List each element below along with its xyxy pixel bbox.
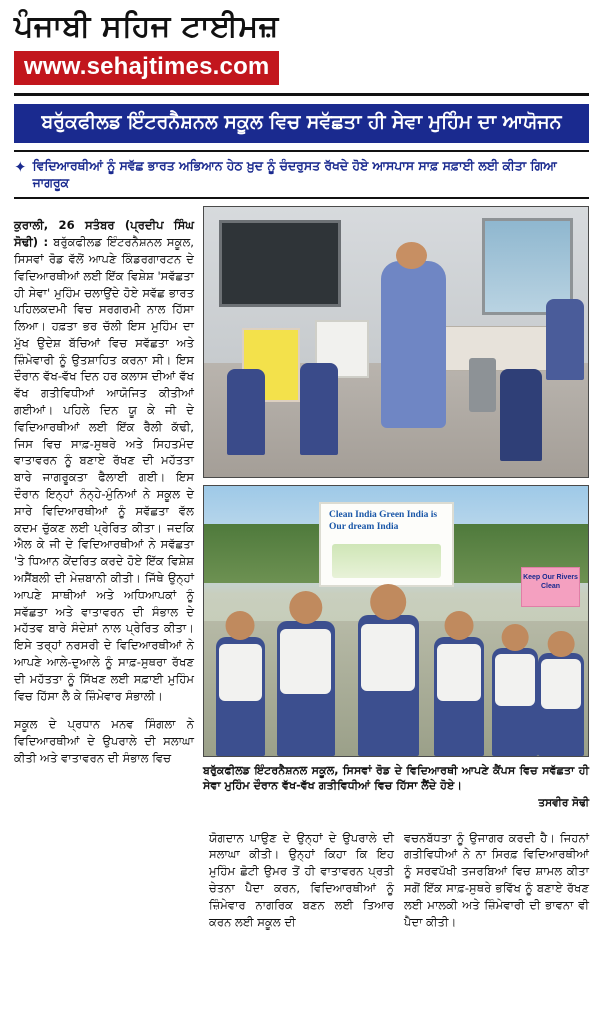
headline-divider — [14, 150, 589, 152]
student-figure — [227, 369, 265, 455]
dateline: ਕੁਰਾਲੀ, 26 ਸਤੰਬਰ (ਪ੍ਰਦੀਪ ਸਿੰਘ ਸੋਢੀ) : — [14, 218, 194, 250]
projector-screen — [219, 220, 340, 307]
student-figure — [300, 363, 338, 455]
swachhata-rally-photo — [203, 485, 589, 757]
student-head — [502, 624, 529, 651]
teacher-figure — [381, 261, 446, 428]
article-paragraph-2: ਸਕੂਲ ਦੇ ਪ੍ਰਧਾਨ ਮਨਵ ਸਿੰਗਲਾ ਨੇ ਵਿਦਿਆਰਥੀਆਂ ਦੇ ਉਪਰਾਲੇ ਦੀ ਸਲਾਘਾ ਕੀਤੀ ਅਤੇ ਵਾਤਾਵਰਨ ਦੀ ਸੰਭਾਲ ਵਿਚ — [14, 717, 194, 765]
student-uniform — [495, 654, 536, 706]
kicker — [14, 158, 589, 191]
headline: ਬਰੁੱਕਫੀਲਡ ਇੰਟਰਨੈਸ਼ਨਲ ਸਕੂਲ ਵਿਚ ਸਵੱਛਤਾ ਹੀ ਸੇਵਾ ਮੁਹਿੰਮ ਦਾ ਆਯੋਜਨ — [41, 110, 562, 133]
student-uniform — [541, 659, 582, 708]
poster-illustration — [332, 544, 442, 578]
rally-placard-text: Keep Our Rivers Clean — [523, 574, 578, 591]
student-figure — [216, 637, 266, 756]
rally-placard — [521, 567, 581, 607]
rally-poster-text: Clean India Green India is Our dream India — [329, 510, 438, 533]
newspaper-title: ਪੰਜਾਬੀ ਸਹਿਜ ਟਾਈਮਜ਼ — [14, 9, 279, 44]
continuation-text-3: ਵਚਨਬੱਧਤਾ ਨੂੰ ਉਜਾਗਰ ਕਰਦੀ ਹੈ। ਜਿਹਨਾਂ ਗਤੀਵਿਧੀਆਂ ਨੇ ਨਾ ਸਿਰਫ਼ ਵਿਦਿਆਰਥੀਆਂ ਨੂੰ ਸਰਵਪੱਖੀ ਤਜਰਬਿਆਂ ਵਿਚ ਸ਼ਾਮਲ ਕੀਤਾ ਸਗੋਂ ਇੱਕ ਸਾਫ਼-ਸੁਥਰੇ ਭਵਿੱਖ ਨੂੰ ਬਣਾਏ ਰੱਖਣ ਲਈ ਮਾਲਕੀ ਅਤੇ ਜ਼ਿੰਮੇਵਾਰੀ ਦੀ ਭਾਵਨਾ ਵੀ ਪੈਦਾ ਕੀਤੀ। — [404, 830, 589, 929]
student-figure — [538, 653, 584, 756]
continuation-text-2: ਯੋਗਦਾਨ ਪਾਉਣ ਦੇ ਉਨ੍ਹਾਂ ਦੇ ਉਪਰਾਲੇ ਦੀ ਸਲਾਘਾ ਕੀਤੀ। ਉਨ੍ਹਾਂ ਕਿਹਾ ਕਿ ਇਹ ਮੁਹਿੰਮ ਛੋਟੀ ਉਮਰ ਤੋਂ ਹੀ ਵਾਤਾਵਰਨ ਪ੍ਰਤੀ ਚੇਤਨਾ ਪੈਦਾ ਕਰਨ, ਵਿਦਿਆਰਥੀਆਂ ਨੂੰ ਜ਼ਿੰਮੇਵਾਰ ਨਾਗਰਿਕ ਬਣਨ ਲਈ ਤਿਆਰ ਕਰਨ ਲਈ ਸਕੂਲ ਦੀ — [209, 830, 394, 929]
star-icon: ✦ — [14, 159, 27, 177]
student-uniform — [361, 624, 415, 691]
student-uniform — [280, 629, 331, 694]
teacher-head — [396, 242, 427, 269]
kicker-text: ਵਿਦਿਆਰਥੀਆਂ ਨੂੰ ਸਵੱਛ ਭਾਰਤ ਅਭਿਆਨ ਹੇਠ ਖ਼ੁਦ ਨੂੰ ਚੰਦਰੁਸਤ ਰੱਖਦੇ ਹੋਏ ਆਸਪਾਸ ਸਾਫ਼ ਸਫ਼ਾਈ ਲਈ ਕੀਤਾ ਗਿਆ ਜਾਗਰੂਕ — [32, 158, 557, 190]
continuation-column-2 — [209, 818, 394, 942]
classroom-assembly-photo — [203, 206, 589, 478]
photo-credit: ਤਸਵੀਰ ਸੋਢੀ — [538, 797, 589, 810]
student-figure — [492, 648, 538, 756]
continuation-column-1 — [14, 818, 199, 942]
rally-poster — [319, 502, 454, 587]
student-uniform — [437, 644, 481, 701]
lead-text: ਬਰੁੱਕਫੀਲਡ ਇੰਟਰਨੈਸ਼ਨਲ ਸਕੂਲ, ਸਿਸਵਾਂ ਰੋਡ ਵੱਲੋਂ ਆਪਣੇ ਕਿੰਡਰਗਾਰਟਨ ਦੇ ਵਿਦਿਆਰਥੀਆਂ ਲਈ ਇੱਕ ਵਿਸ਼ੇਸ਼ 'ਸਵੱਛਤਾ ਹੀ ਸੇਵਾ' ਮੁਹਿੰਮ ਚਲਾਉਂਦੇ ਹੋਏ ਸਵੱਛ ਭਾਰਤ ਪਹਿਲਕਦਮੀ ਵਿਚ ਸਰਗਰਮੀ ਨਾਲ ਹਿੱਸਾ ਲਿਆ। ਹਫ਼ਤਾ ਭਰ ਚੱਲੀ ਇਸ ਮੁਹਿੰਮ ਦਾ ਮੁੱਖ ਉਦੇਸ਼ ਬੱਚਿਆਂ ਵਿਚ ਸਵੱਛਤਾ ਅਤੇ ਜ਼ਿੰਮੇਵਾਰੀ ਨੂੰ ਉਤਸ਼ਾਹਿਤ ਕਰਨਾ ਸੀ। ਇਸ ਦੌਰਾਨ ਵੱਖ-ਵੱਖ ਦਿਨ ਹਰ ਕਲਾਸ ਦੀਆਂ ਵੱਖ ਵੱਖ ਗਤੀਵਿਧੀਆਂ ਆਯੋਜਿਤ ਕੀਤੀਆਂ ਗਈਆਂ। ਪਹਿਲੇ ਦਿਨ ਯੂ ਕੇ ਜੀ ਦੇ ਵਿਦਿਆਰਥੀਆਂ ਲਈ ਇੱਕ ਰੈਲੀ ਕੱਢੀ, ਜਿਸ ਵਿਚ ਸਾਫ਼-ਸੁਥਰੇ ਅਤੇ ਸਿਹਤਮੰਦ ਵਾਤਾਵਰਨ ਨੂੰ ਬਣਾਏ ਰੱਖਣ ਦੀ ਮਹੱਤਤਾ ਬਾਰੇ ਜਾਗਰੂਕਤਾ ਫੈਲਾਈ ਗਈ। ਇਸ ਦੌਰਾਨ ਇਨ੍ਹਾਂ ਨੰਨ੍ਹੇ-ਮੁੰਨਿਆਂ ਨੇ ਸਕੂਲ ਦੇ ਸਾਰੇ ਵਿਦਿਆਰਥੀਆਂ ਨੂੰ ਸਵੱਛਤਾ ਵੱਲ ਕਦਮ ਚੁੱਕਣ ਲਈ ਪ੍ਰੇਰਿਤ ਕੀਤਾ। ਜਦਕਿ ਐਲ ਕੇ ਜੀ ਦੇ ਵਿਦਿਆਰਥੀਆਂ ਨੇ ਸਵੱਛਤਾ 'ਤੇ ਧਿਆਨ ਕੇਂਦਰਿਤ ਕਰਦੇ ਹੋਏ ਇੱਕ ਵਿਸ਼ੇਸ਼ ਅਸੈਂਬਲੀ ਦੀ ਮੇਜ਼ਬਾਨੀ ਕੀਤੀ। ਜਿੱਥੇ ਉਨ੍ਹਾਂ ਆਪਣੇ ਸਾਥੀਆਂ ਅਤੇ ਅਧਿਆਪਕਾਂ ਨੂੰ ਸਵੱਛਤਾ ਅਤੇ ਵਾਤਾਵਰਨ ਦੀ ਸੰਭਾਲ ਦੇ ਮਹੱਤਵ ਬਾਰੇ ਸੰਦੇਸ਼ਾਂ ਨਾਲ ਪ੍ਰੇਰਿਤ ਕੀਤਾ। ਇਸੇ ਤਰ੍ਹਾਂ ਨਰਸਰੀ ਦੇ ਵਿਦਿਆਰਥੀਆਂ ਨੇ ਆਪਣੇ ਆਲੇ-ਦੁਆਲੇ ਨੂੰ ਸਾਫ਼-ਸੁਥਰਾ ਰੱਖਣ ਦੀ ਮਹੱਤਤਾ ਨੂੰ ਸਿੱਖਣ ਲਈ ਸਫ਼ਾਈ ਮੁਹਿੰਮ ਵਿਚ ਹਿੱਸਾ ਲੈ ਕੇ ਜ਼ਿੰਮੇਵਾਰ ਸੰਭਾਲੀ। — [14, 235, 194, 703]
website-url[interactable]: www.sehajtimes.com — [14, 51, 279, 85]
article-column-1 — [14, 206, 194, 810]
continuation-column-3 — [404, 818, 589, 942]
student-head — [289, 591, 322, 624]
student-figure — [500, 369, 542, 461]
article-body — [14, 206, 589, 810]
student-figure — [358, 615, 419, 755]
student-head — [445, 611, 474, 640]
student-figure — [434, 637, 484, 756]
article-continuation — [14, 818, 589, 942]
kicker-divider — [14, 197, 589, 199]
student-head — [548, 631, 575, 658]
photo-column — [203, 206, 589, 810]
photo-caption: ਬਰੁੱਕਫੀਲਡ ਇੰਟਰਨੈਸ਼ਨਲ ਸਕੂਲ, ਸਿਸਵਾਂ ਰੋਡ ਦੇ ਵਿਦਿਆਰਥੀ ਆਪਣੇ ਕੈਂਪਸ ਵਿਚ ਸਵੱਛਤਾ ਹੀ ਸੇਵਾ ਮੁਹਿੰਮ ਦੌਰਾਨ ਵੱਖ-ਵੱਖ ਗਤੀਵਿਧੀਆਂ ਵਿਚ ਹਿੱਸਾ ਲੈਂਦੇ ਹੋਏ। — [203, 763, 589, 793]
website-banner — [14, 51, 589, 85]
student-head — [371, 584, 407, 620]
waste-bin — [469, 358, 496, 412]
masthead-divider — [14, 93, 589, 96]
headline-band — [14, 104, 589, 144]
student-figure — [546, 299, 584, 380]
student-head — [226, 611, 255, 640]
article-lead-paragraph — [14, 217, 194, 704]
masthead — [0, 0, 603, 85]
student-figure — [277, 621, 335, 756]
student-uniform — [219, 644, 263, 701]
